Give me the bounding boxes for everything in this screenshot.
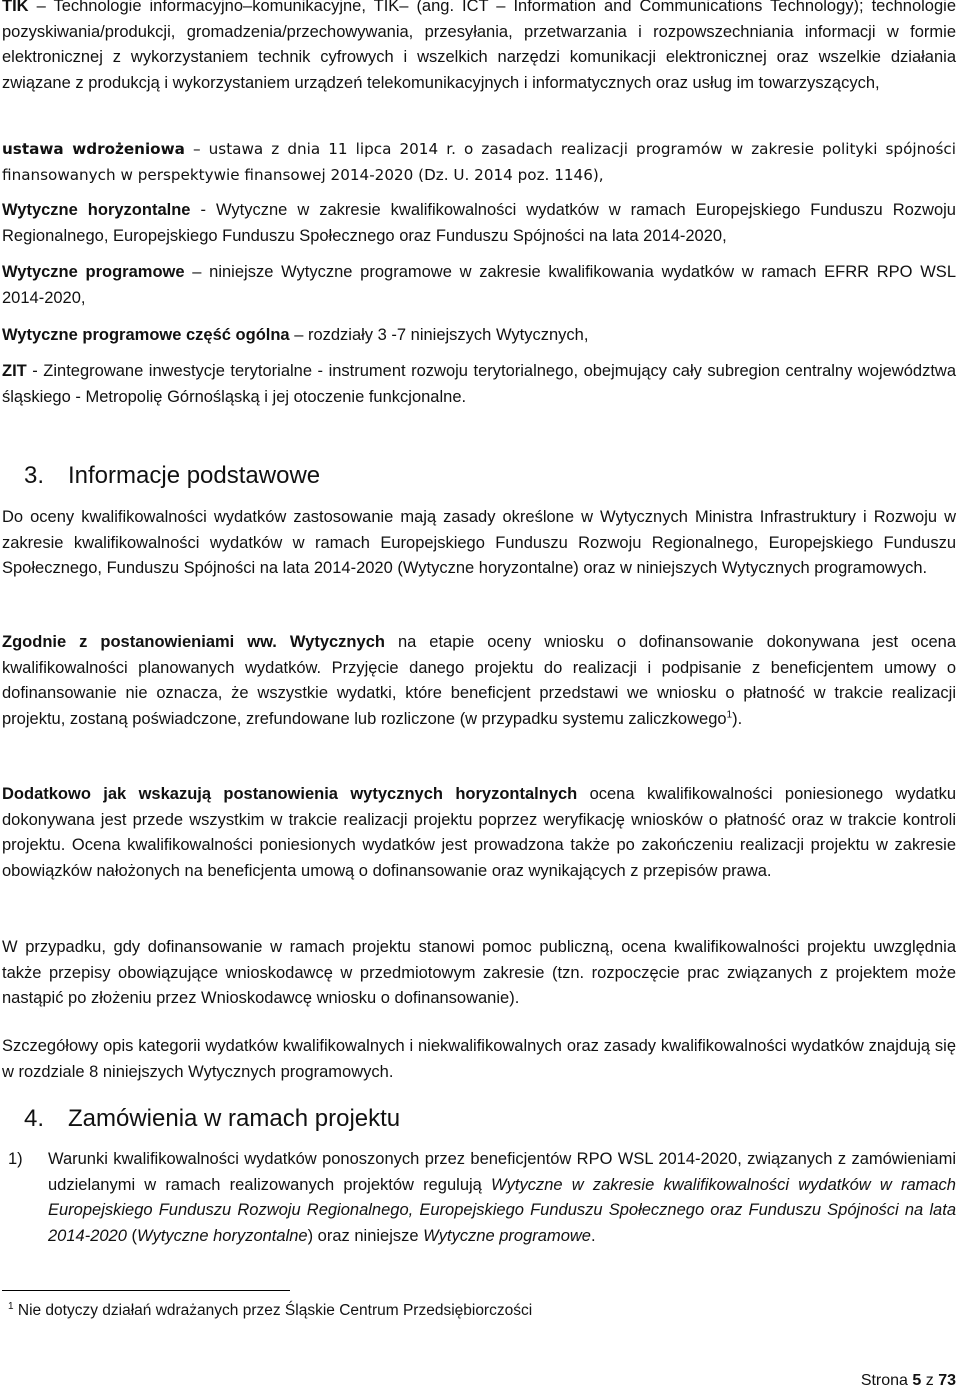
definition-text: - Wytyczne w zakresie kwalifikowalności wydatków w ramach Europejskiego Funduszu Rozwoju Regionalnego, Europejskiego Funduszu Społecznego oraz Funduszu Spójności na lata 2014-2020,	[2, 201, 956, 245]
definition-term: Wytyczne horyzontalne	[2, 201, 191, 219]
paragraph-text: ocena kwalifikowalności poniesionego wydatku dokonywana jest przede wszystkim w trakcie realizacji projektu poprzez weryfikację wniosków o płatność oraz w trakcie kontroli projektu. Ocena kwalifikowalności poniesionych wydatków jest prowadzona także po zakończeniu realizacji projektu w zakresie obowiązków nałożonych na beneficjenta umową o dofinansowanie oraz wynikających z przepisów prawa.	[2, 785, 956, 880]
definition-term: TIK	[2, 0, 29, 15]
definition-text: – ustawa z dnia 11 lipca 2014 r. o zasadach realizacji programów w zakresie polityki spójności finansowanych w perspektywie finansowej 2014-2020 (Dz. U. 2014 poz. 1146),	[2, 140, 956, 184]
section3-paragraph-2	[2, 630, 956, 732]
footnote-ref: 1	[726, 709, 733, 720]
section3-paragraph-4: W przypadku, gdy dofinansowanie w ramach projektu stanowi pomoc publiczną, ocena kwalifikowalności projektu uwzględnia także przepisy obowiązujące wnioskodawcę w przedmiotowym zakresie (tzn. rozpoczęcie prac związanych z projektem może nastąpić po złożeniu przez Wnioskodawcę wniosku o dofinansowanie).	[2, 938, 956, 1007]
list-text: .	[590, 1226, 596, 1245]
document-title-italic: Wytyczne w zakresie kwalifikowalności wydatków w ramach Europejskiego Funduszu Rozwoju Regionalnego, Europejskiego Funduszu Społecznego oraz Funduszu Spójności na lata 2014-2020	[48, 1175, 956, 1245]
section3-paragraph-5: Szczegółowy opis kategorii wydatków kwalifikowalnych i niekwalifikowalnych oraz zasady kwalifikowalności wydatków znajdują się w rozdziale 8 niniejszych Wytycznych programowych.	[2, 1037, 956, 1081]
section-title: Zamówienia w ramach projektu	[68, 1105, 401, 1132]
definition-text: - Zintegrowane inwestycje terytorialne - instrument rozwoju terytorialnego, obejmujący cały subregion centralny województwa śląskiego - Metropolię Górnośląską i jej otoczenie funkcjonalne.	[2, 362, 956, 406]
definition-text: – Technologie informacyjno–komunikacyjne, TIK– (ang. ICT – Information and Communications Technology); technologie pozyskiwania/produkcji, gromadzenia/przechowywania, przesyłania, przetwarzania i rozpowszechniania informacji w formie elektronicznej z wykorzystaniem technik cyfrowych i wszelkich narzędzi komunikacji elektronicznej oraz wszelkie działania związane z produkcją i wykorzystaniem urządzeń telekomunikacyjnych i informatycznych oraz usług im towarzyszących,	[2, 0, 956, 92]
document-title-italic: Wytyczne horyzontalne	[137, 1226, 308, 1245]
definition-term: Wytyczne programowe	[2, 263, 185, 281]
document-title-italic: Wytyczne programowe	[423, 1226, 591, 1245]
footnote-marker: 1	[8, 1300, 14, 1312]
definition-zit	[2, 359, 956, 410]
emphasis: Zgodnie z postanowieniami ww. Wytycznych	[2, 633, 385, 651]
definition-text: – niniejsze Wytyczne programowe w zakresie kwalifikowania wydatków w ramach EFRR RPO WSL 2014-2020,	[2, 263, 956, 307]
list-text: ) oraz niniejsze	[307, 1226, 424, 1245]
definition-wytyczne-horyzontalne	[2, 198, 956, 249]
definition-term: ustawa wdrożeniowa	[2, 140, 185, 158]
list-marker: 1)	[8, 1150, 23, 1168]
page-total: 73	[938, 1372, 956, 1389]
list-text: Warunki kwalifikowalności wydatków ponoszonych przez beneficjentów RPO WSL 2014-2020, związanych z zamówieniami udzielanymi w ramach realizowanych projektów regulują	[48, 1150, 956, 1194]
footnote-separator	[2, 1290, 290, 1291]
section-number: 3.	[24, 462, 45, 489]
section3-paragraph-3	[2, 782, 956, 884]
footnote-text: Nie dotyczy działań wdrażanych przez Śląskie Centrum Przedsiębiorczości	[13, 1302, 533, 1319]
list-text: (	[126, 1226, 138, 1245]
definition-tik	[2, 0, 956, 96]
page-number	[861, 1372, 956, 1390]
definition-text: – rozdziały 3 -7 niniejszych Wytycznych,	[289, 326, 589, 344]
section-title: Informacje podstawowe	[68, 462, 321, 489]
list-item	[8, 1147, 956, 1249]
definition-ustawa-wdrozeniowa	[2, 137, 956, 188]
page-number-separator: z	[921, 1372, 939, 1389]
section3-paragraph-1: Do oceny kwalifikowalności wydatków zastosowanie mają zasady określone w Wytycznych Ministra Infrastruktury i Rozwoju w zakresie kwalifikowalności wydatków w ramach Europejskiego Funduszu Rozwoju Regionalnego, Europejskiego Funduszu Społecznego, Funduszu Spójności na lata 2014-2020 (Wytyczne horyzontalne) oraz w niniejszych Wytycznych programowych.	[2, 508, 956, 577]
footnote	[8, 1300, 532, 1322]
definition-term: ZIT	[2, 362, 27, 380]
paragraph-text: na etapie oceny wniosku o dofinansowanie dokonywana jest ocena kwalifikowalności planowanych wydatków. Przyjęcie danego projektu do realizacji i podpisanie z beneficjentem umowy o dofinansowanie nie oznacza, że wszystkie wydatki, które beneficjent przedstawi we wniosku o płatność w trakcie realizacji projektu, zostaną poświadczone, zrefundowane lub rozliczone (w przypadku systemu zaliczkowego	[2, 633, 957, 728]
list-item-text	[48, 1147, 956, 1249]
section-number: 4.	[24, 1105, 45, 1132]
paragraph-end: ).	[732, 709, 743, 728]
emphasis: Dodatkowo jak wskazują postanowienia wytycznych horyzontalnych	[2, 785, 578, 803]
page-current: 5	[912, 1372, 922, 1389]
section-heading-3	[24, 461, 320, 491]
definition-term: Wytyczne programowe część ogólna	[2, 326, 290, 344]
definition-wytyczne-programowe	[2, 260, 956, 311]
page-number-prefix: Strona	[860, 1372, 913, 1389]
definition-czesc-ogolna	[2, 323, 956, 349]
section-heading-4	[24, 1104, 400, 1134]
